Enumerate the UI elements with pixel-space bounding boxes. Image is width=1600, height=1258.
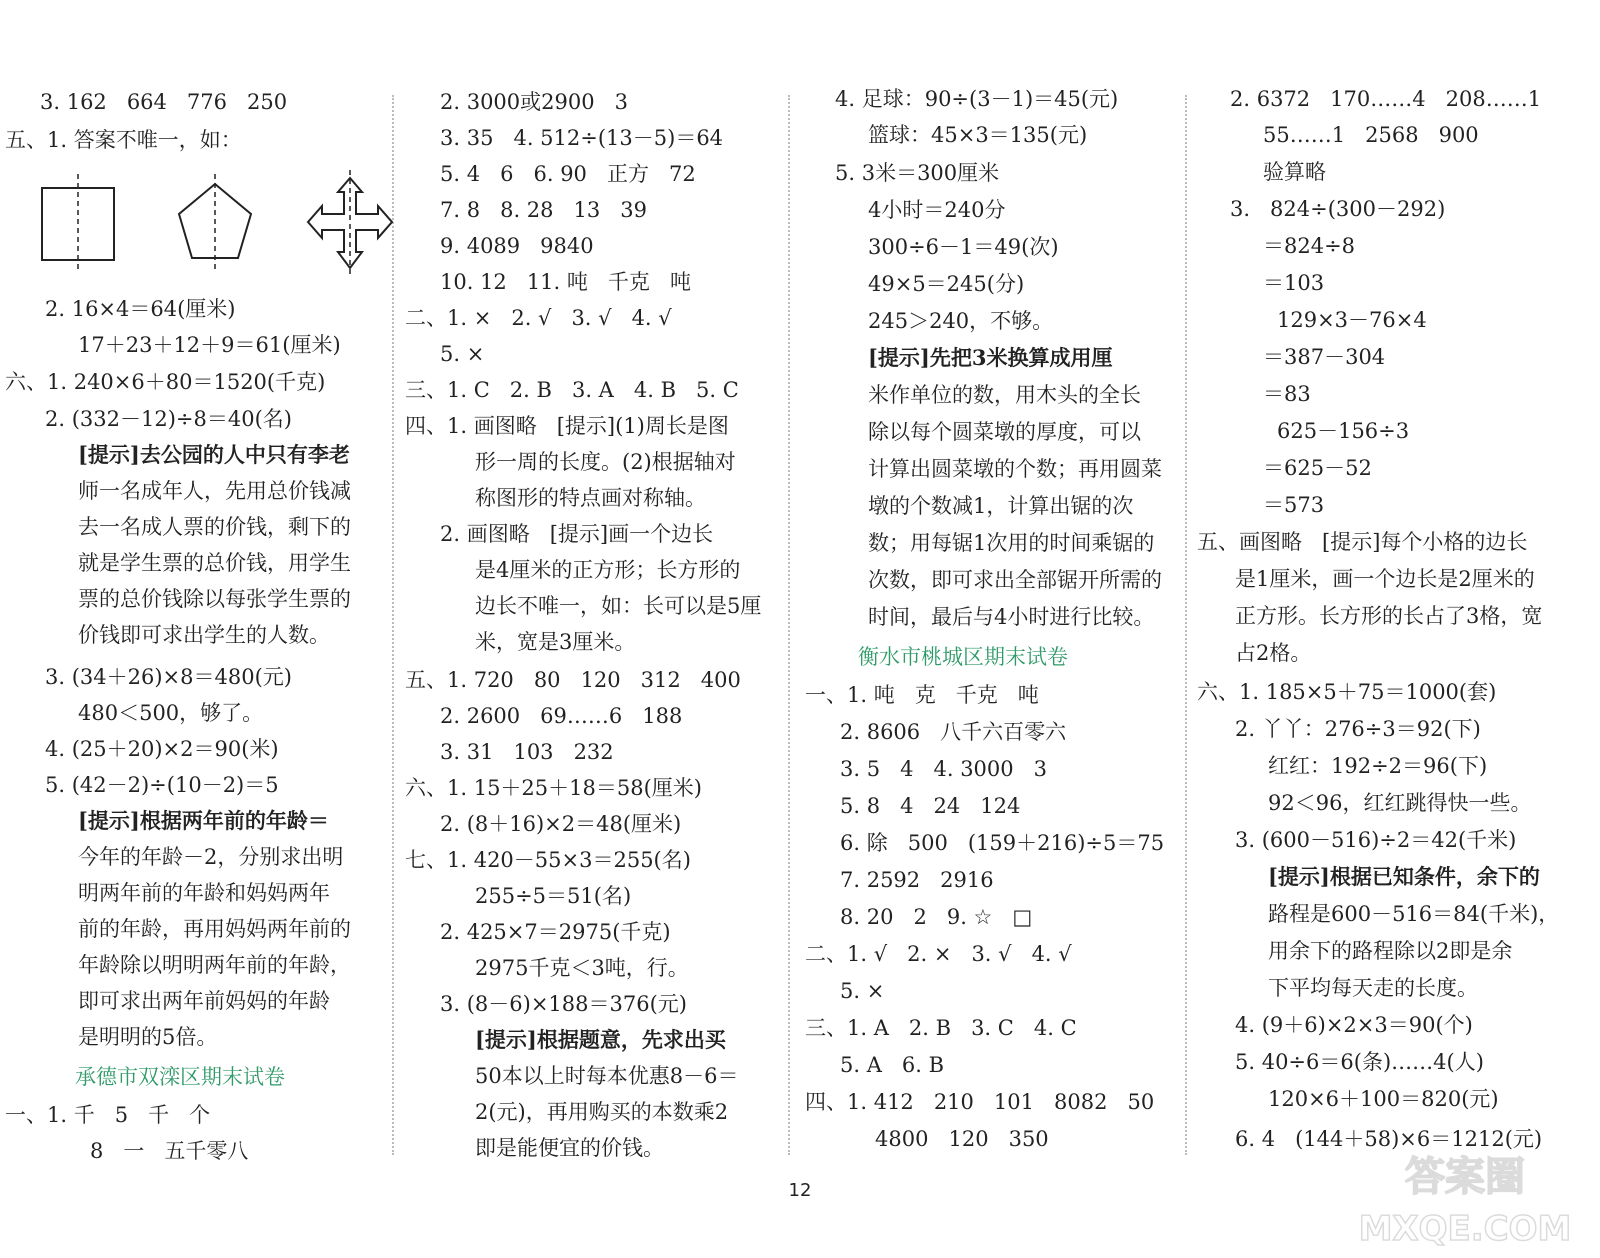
- hint-line: 下平均每天走的长度。: [1268, 976, 1478, 1000]
- column-2: [400, 80, 780, 1190]
- hint-line: 正方形。长方形的长占了3格，宽: [1235, 604, 1543, 628]
- answer-line: 4小时＝240分: [868, 198, 1006, 222]
- answer-line: ＝103: [1263, 271, 1325, 295]
- answer-line: 8. 20 2 9. ☆ □: [840, 905, 1033, 929]
- answer-line: 2. 8606 八千六百零六: [840, 720, 1067, 744]
- hint-line: 是明明的5倍。: [78, 1025, 218, 1049]
- answer-line: 红红：192÷2＝96(下): [1268, 754, 1488, 778]
- page-number: 12: [788, 1180, 812, 1201]
- cross-arrow-figure: [308, 170, 392, 275]
- hint-line: 去一名成人票的价钱，剩下的: [78, 515, 351, 539]
- answer-line: 3. (600－516)÷2＝42(千米): [1235, 828, 1517, 852]
- answer-line: 255÷5＝51(名): [475, 884, 632, 908]
- column-3: [800, 80, 1180, 1190]
- section-title: 衡水市桃城区期末试卷: [858, 645, 1068, 669]
- answer-line: 5. 4 6 6. 90 正方 72: [440, 162, 696, 186]
- answer-line: 120×6＋100＝820(元): [1268, 1087, 1499, 1111]
- answer-line: 2. 425×7＝2975(千克): [440, 920, 671, 944]
- watermark-logo: [1340, 1140, 1590, 1250]
- hint-line: 前的年龄，再用妈妈两年前的: [78, 917, 351, 941]
- answer-line: ＝573: [1263, 493, 1325, 517]
- answer-line: 4. (9＋6)×2×3＝90(个): [1235, 1013, 1473, 1037]
- hint-line: 价钱即可求出学生的人数。: [78, 623, 330, 647]
- answer-line: 四、1. 412 210 101 8082 50: [805, 1090, 1155, 1114]
- answer-line: 49×5＝245(分): [868, 272, 1025, 296]
- answer-line: 3. 31 103 232: [440, 740, 614, 764]
- answer-line: 129×3－76×4: [1277, 308, 1427, 332]
- answer-line: 篮球：45×3＝135(元): [868, 123, 1088, 147]
- hint-line: 米作单位的数，用木头的全长: [868, 383, 1141, 407]
- section-title: 承德市双滦区期末试卷: [75, 1065, 285, 1089]
- hint-line: [提示]先把3米换算成用厘: [868, 345, 1113, 370]
- answer-line: 5. (42－2)÷(10－2)＝5: [45, 773, 279, 797]
- answer-line: 92＜96，红红跳得快一些。: [1268, 791, 1532, 815]
- answer-line: 6. 除 500 (159＋216)÷5＝75: [840, 831, 1165, 855]
- hint-line: 墩的个数减1，计算出锯的次: [868, 494, 1134, 518]
- pentagon-figure: [179, 174, 251, 272]
- answer-line: ＝824÷8: [1263, 234, 1356, 258]
- answer-line: 7. 2592 2916: [840, 868, 994, 892]
- answer-line: 4. 足球：90÷(3－1)＝45(元): [835, 87, 1119, 111]
- answer-line: 二、1. √ 2. × 3. √ 4. √: [805, 942, 1072, 966]
- hint-line: 路程是600－516＝84(千米)，: [1268, 902, 1560, 926]
- answer-line: 三、1. A 2. B 3. C 4. C: [805, 1016, 1077, 1040]
- answer-line: 4800 120 350: [875, 1127, 1049, 1151]
- hint-line: 2(元)，再用购买的本数乘2: [475, 1100, 729, 1124]
- answer-line: 5. 8 4 24 124: [840, 794, 1021, 818]
- answer-line: 3. 824÷(300－292): [1230, 197, 1446, 221]
- answer-line: ＝625－52: [1263, 456, 1372, 480]
- hint-line: 票的总价钱除以每张学生票的: [78, 587, 351, 611]
- hint-line: 是1厘米，画一个边长是2厘米的: [1235, 567, 1535, 591]
- hint-line: [提示]根据两年前的年龄＝: [78, 808, 329, 833]
- answer-line: 2. 画图略 [提示]画一个边长: [440, 522, 714, 546]
- answer-line: 245＞240，不够。: [868, 309, 1054, 333]
- hint-line: 时间，最后与4小时进行比较。: [868, 605, 1155, 629]
- column-4: [1195, 80, 1595, 1190]
- answer-line: 四、1. 画图略 [提示](1)周长是图: [405, 414, 729, 438]
- answer-line: 2. 16×4＝64(厘米): [45, 297, 236, 321]
- hint-line: 是4厘米的正方形；长方形的: [475, 558, 741, 582]
- answer-line: 一、1. 千 5 千 个: [5, 1103, 211, 1127]
- answer-line: 5. ×: [440, 342, 485, 366]
- hint-line: 师一名成年人，先用总价钱减: [78, 479, 351, 503]
- answer-line: 2. (8＋16)×2＝48(厘米): [440, 812, 682, 836]
- answer-line: 625－156÷3: [1277, 419, 1410, 443]
- answer-line: 55……1 2568 900: [1263, 123, 1479, 147]
- hint-line: 米，宽是3厘米。: [475, 630, 636, 654]
- square-figure: [42, 174, 114, 272]
- answer-line: 300÷6－1＝49(次): [868, 235, 1059, 259]
- answer-line: 2. 2600 69……6 188: [440, 704, 683, 728]
- hint-line: [提示]根据已知条件，余下的: [1268, 864, 1540, 889]
- answer-line: 五、1. 答案不唯一，如：: [5, 128, 242, 152]
- answer-line: 5. 3米＝300厘米: [835, 161, 1000, 185]
- hint-line: 明两年前的年龄和妈妈两年: [78, 881, 330, 905]
- hint-line: 次数，即可求出全部锯开所需的: [868, 568, 1162, 592]
- watermark-line1: 答案圈: [1405, 1154, 1525, 1200]
- answer-line: 5. ×: [840, 979, 885, 1003]
- answer-line: 七、1. 420－55×3＝255(名): [405, 848, 691, 872]
- answer-line: 3. 35 4. 512÷(13－5)＝64: [440, 126, 724, 150]
- hint-line: 占2格。: [1235, 641, 1312, 665]
- hint-line: 即是能便宜的价钱。: [475, 1136, 664, 1160]
- hint-line: 年龄除以明明两年前的年龄，: [78, 953, 351, 977]
- hint-line: [提示]去公园的人中只有李老: [78, 442, 350, 467]
- hint-line: 用余下的路程除以2即是余: [1268, 939, 1513, 963]
- answer-line: 六、1. 15＋25＋18＝58(厘米): [405, 776, 702, 800]
- answer-line: 六、1. 240×6＋80＝1520(千克): [5, 370, 326, 394]
- answer-line: ＝83: [1263, 382, 1311, 406]
- answer-line: 2. 6372 170……4 208……1: [1230, 87, 1542, 111]
- hint-line: 今年的年龄－2，分别求出明: [78, 845, 344, 869]
- answer-line: 2. (332－12)÷8＝40(名): [45, 407, 292, 431]
- column-divider: [1185, 95, 1187, 1155]
- answer-line: 验算略: [1263, 160, 1326, 184]
- answer-line: 3. (8－6)×188＝376(元): [440, 992, 687, 1016]
- answer-line: 5. 40÷6＝6(条)……4(人): [1235, 1050, 1484, 1074]
- answer-line: 五、1. 720 80 120 312 400: [405, 668, 741, 692]
- answer-line: 10. 12 11. 吨 千克 吨: [440, 270, 691, 294]
- answer-line: 三、1. C 2. B 3. A 4. B 5. C: [405, 378, 739, 402]
- answer-line: 2975千克＜3吨，行。: [475, 956, 689, 980]
- answer-line: 2. 3000或2900 3: [440, 90, 628, 114]
- hint-line: 即可求出两年前妈妈的年龄: [78, 989, 330, 1013]
- column-divider: [788, 95, 790, 1155]
- answer-line: 5. A 6. B: [840, 1053, 945, 1077]
- answer-line: 7. 8 8. 28 13 39: [440, 198, 648, 222]
- answer-line: 4. (25＋20)×2＝90(米): [45, 737, 279, 761]
- hint-line: 称图形的特点画对称轴。: [475, 486, 706, 510]
- answer-line: 17＋23＋12＋9＝61(厘米): [78, 333, 341, 357]
- answer-line: 一、1. 吨 克 千克 吨: [805, 683, 1039, 707]
- hint-line: 计算出圆菜墩的个数；再用圆菜: [868, 457, 1162, 481]
- answer-line: 3. 162 664 776 250: [40, 90, 288, 114]
- answer-line: 9. 4089 9840: [440, 234, 594, 258]
- answer-line: 8 一 五千零八: [90, 1139, 249, 1163]
- answer-line: 二、1. × 2. √ 3. √ 4. √: [405, 306, 672, 330]
- answer-line: 2. 丫丫：276÷3＝92(下): [1235, 717, 1481, 741]
- watermark-line2: MXQE.COM: [1358, 1209, 1572, 1249]
- hint-line: 除以每个圆菜墩的厚度，可以: [868, 420, 1141, 444]
- answer-line: ＝387－304: [1263, 345, 1386, 369]
- column-1: [0, 80, 385, 1190]
- hint-line: 边长不唯一，如：长可以是5厘: [475, 594, 762, 618]
- hint-line: 形一周的长度。(2)根据轴对: [475, 450, 736, 474]
- hint-line: 50本以上时每本优惠8－6＝: [475, 1064, 739, 1088]
- hint-line: 数；用每锯1次用的时间乘锯的: [868, 531, 1155, 555]
- symmetry-figures: [30, 170, 400, 275]
- answer-line: 3. 5 4 4. 3000 3: [840, 757, 1048, 781]
- answer-line: 3. (34＋26)×8＝480(元): [45, 665, 292, 689]
- answer-line: 五、画图略 [提示]每个小格的边长: [1197, 530, 1528, 554]
- answer-line: 六、1. 185×5＋75＝1000(套): [1197, 680, 1497, 704]
- hint-line: [提示]根据题意，先求出买: [475, 1027, 726, 1052]
- hint-line: 就是学生票的总价钱，用学生: [78, 551, 351, 575]
- answer-line: 480＜500，够了。: [78, 701, 264, 725]
- answer-line: 6. 4 (144＋58)×6＝1212(元): [1235, 1127, 1543, 1151]
